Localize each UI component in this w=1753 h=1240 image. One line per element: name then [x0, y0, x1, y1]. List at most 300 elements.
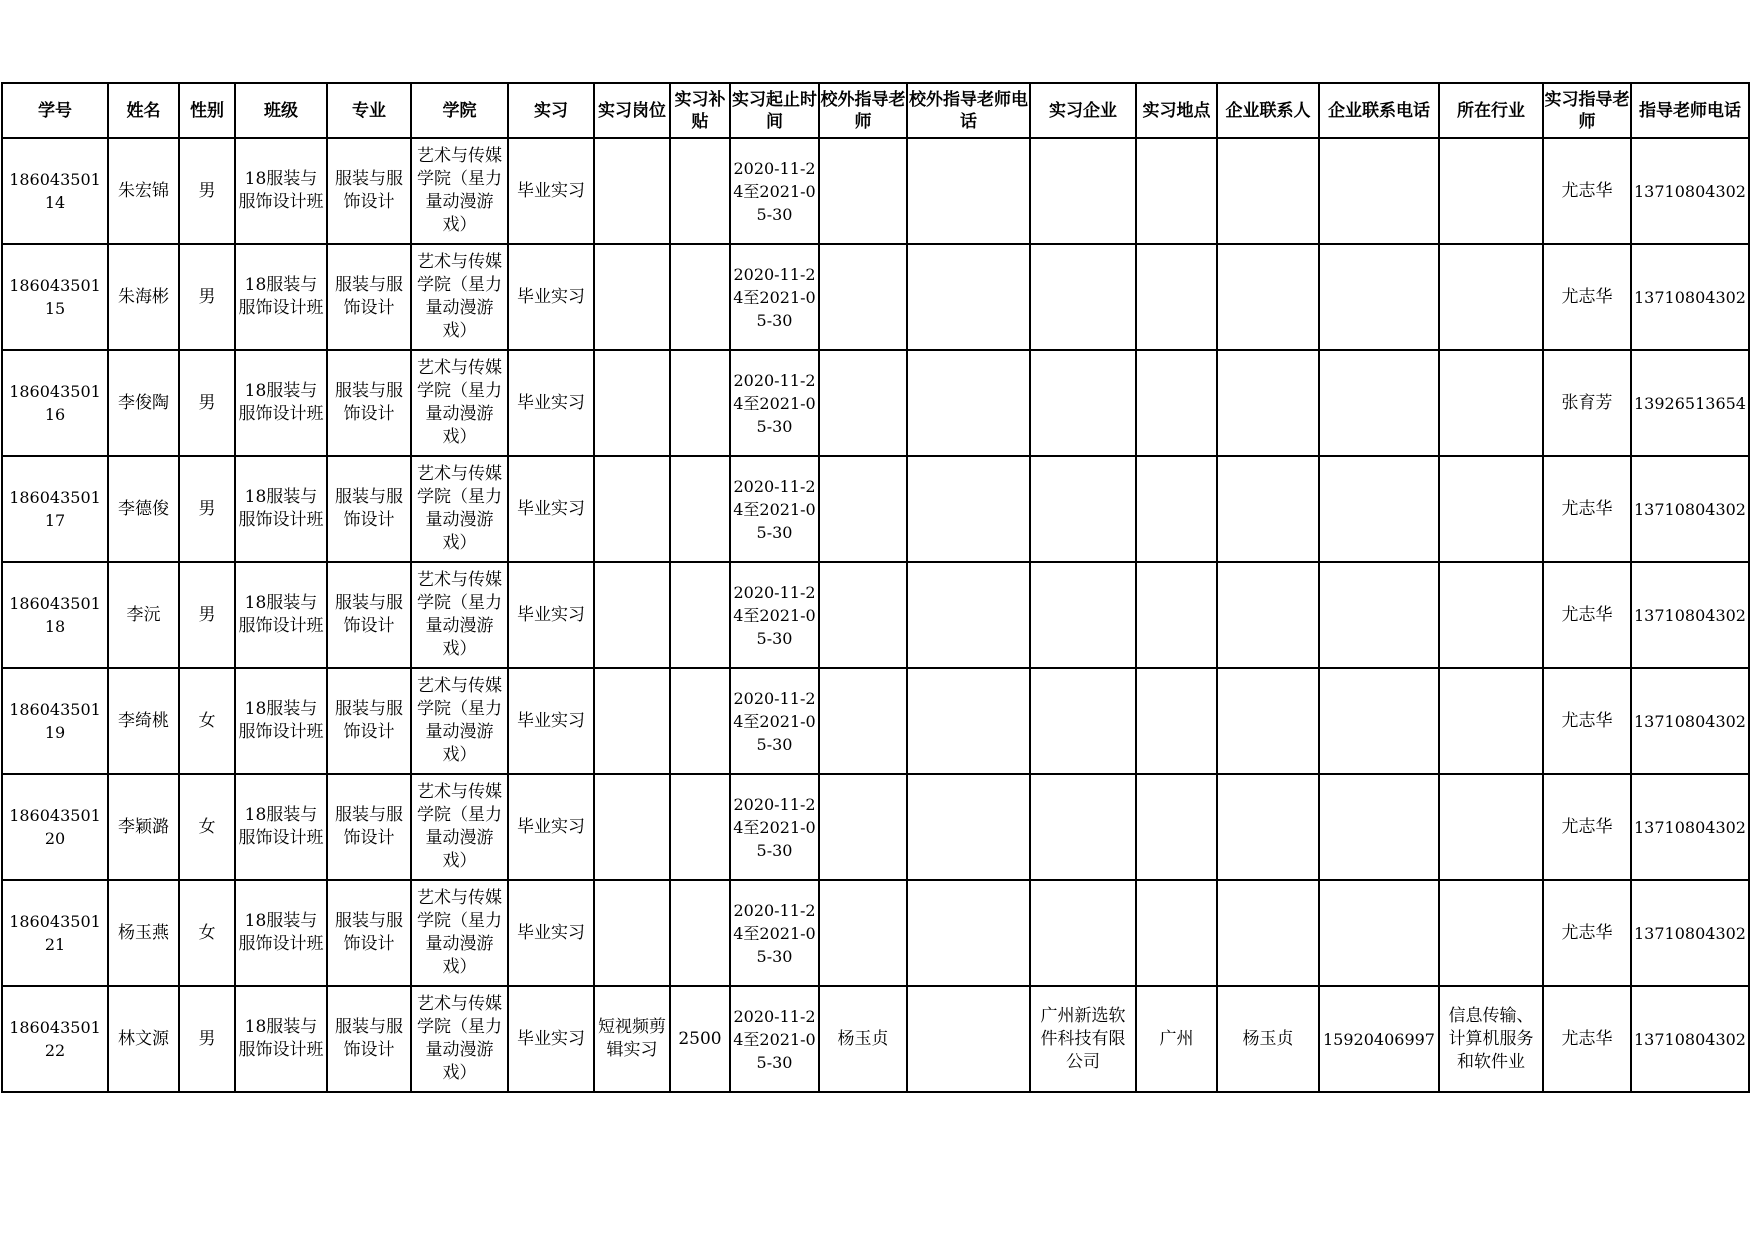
cell-allowance: [670, 350, 730, 456]
cell-text: 2020-11-24至2021-05-30: [733, 900, 816, 966]
cell-class: [235, 668, 327, 774]
cell-class: [235, 774, 327, 880]
cell-text: 尤志华: [1561, 498, 1613, 519]
header-external-advisor: 校外指导老师: [819, 83, 907, 138]
cell-industry: [1439, 562, 1543, 668]
cell-student-id: [2, 244, 108, 350]
cell-industry: [1439, 774, 1543, 880]
cell-text: 女: [198, 710, 216, 731]
cell-text: 18604350118: [9, 594, 101, 636]
header-gender: 性别: [179, 83, 235, 138]
cell-text: 李绮桃: [118, 710, 169, 731]
cell-gender: [179, 880, 235, 986]
cell-student-id: [2, 562, 108, 668]
cell-internship-type: [508, 774, 594, 880]
cell-text: 服装与服饰设计: [335, 805, 403, 848]
cell-text: 男: [198, 604, 216, 625]
cell-advisor-phone: [1631, 880, 1749, 986]
cell-internship-type: [508, 138, 594, 244]
cell-company: [1030, 562, 1136, 668]
header-advisor-phone: 指导老师电话: [1631, 83, 1749, 138]
cell-text: 18服装与服饰设计班: [238, 1017, 324, 1060]
cell-text: 2020-11-24至2021-05-30: [733, 794, 816, 860]
cell-company-phone: [1319, 880, 1439, 986]
cell-company: [1030, 456, 1136, 562]
cell-class: [235, 986, 327, 1092]
table-row: [2, 562, 1749, 668]
cell-external-advisor-phone: [907, 350, 1030, 456]
header-position: 实习岗位: [594, 83, 670, 138]
cell-company-contact: [1217, 986, 1319, 1092]
header-major: 专业: [327, 83, 411, 138]
cell-major: [327, 562, 411, 668]
cell-internship-type: [508, 244, 594, 350]
cell-location: [1136, 668, 1217, 774]
cell-text: 信息传输、计算机服务和软件业: [1448, 1005, 1534, 1072]
cell-text: 李德俊: [118, 498, 169, 519]
cell-company-phone: [1319, 774, 1439, 880]
cell-advisor-phone: [1631, 350, 1749, 456]
cell-text: 18604350115: [9, 276, 101, 318]
cell-text: 女: [198, 816, 216, 837]
cell-text: 18604350122: [9, 1018, 101, 1060]
header-class: 班级: [235, 83, 327, 138]
cell-advisor: [1543, 880, 1631, 986]
cell-text: 毕业实习: [517, 710, 585, 731]
cell-company-phone: [1319, 456, 1439, 562]
cell-text: 尤志华: [1561, 816, 1613, 837]
cell-college: [411, 562, 508, 668]
cell-major: [327, 244, 411, 350]
cell-text: 18服装与服饰设计班: [238, 805, 324, 848]
cell-location: [1136, 880, 1217, 986]
cell-student-id: [2, 350, 108, 456]
cell-position: [594, 350, 670, 456]
cell-text: 服装与服饰设计: [335, 1017, 403, 1060]
cell-text: 18604350114: [9, 170, 101, 212]
header-name: 姓名: [108, 83, 179, 138]
cell-student-id: [2, 880, 108, 986]
cell-text: 13710804302: [1634, 181, 1746, 201]
cell-text: 男: [198, 286, 216, 307]
cell-company: [1030, 350, 1136, 456]
cell-position: [594, 562, 670, 668]
cell-period: [730, 456, 819, 562]
cell-company: [1030, 880, 1136, 986]
cell-major: [327, 880, 411, 986]
cell-text: 2020-11-24至2021-05-30: [733, 264, 816, 330]
cell-period: [730, 562, 819, 668]
cell-gender: [179, 774, 235, 880]
cell-company-contact: [1217, 244, 1319, 350]
cell-internship-type: [508, 986, 594, 1092]
cell-text: 艺术与传媒学院（星力量动漫游戏）: [417, 888, 502, 977]
cell-external-advisor: [819, 986, 907, 1092]
cell-text: 艺术与传媒学院（星力量动漫游戏）: [417, 782, 502, 871]
cell-text: 15920406997: [1323, 1029, 1435, 1049]
cell-text: 尤志华: [1561, 286, 1613, 307]
cell-text: 2020-11-24至2021-05-30: [733, 476, 816, 542]
cell-text: 2500: [678, 1028, 722, 1049]
cell-text: 李沅: [126, 604, 161, 625]
cell-text: 服装与服饰设计: [335, 593, 403, 636]
cell-location: [1136, 774, 1217, 880]
cell-college: [411, 668, 508, 774]
cell-gender: [179, 350, 235, 456]
cell-college: [411, 350, 508, 456]
internship-table: [1, 82, 1750, 1093]
cell-text: 服装与服饰设计: [335, 911, 403, 954]
cell-class: [235, 456, 327, 562]
cell-company-phone: [1319, 138, 1439, 244]
cell-external-advisor: [819, 774, 907, 880]
cell-text: 2020-11-24至2021-05-30: [733, 370, 816, 436]
internship-sheet: [1, 82, 1748, 1093]
cell-location: [1136, 562, 1217, 668]
cell-major: [327, 986, 411, 1092]
cell-class: [235, 244, 327, 350]
cell-college: [411, 138, 508, 244]
cell-text: 朱宏锦: [118, 180, 169, 201]
cell-text: 李俊陶: [118, 392, 169, 413]
cell-text: 18服装与服饰设计班: [238, 381, 324, 424]
cell-text: 18604350116: [9, 382, 101, 424]
cell-external-advisor-phone: [907, 986, 1030, 1092]
cell-advisor: [1543, 774, 1631, 880]
header-allowance: 实习补贴: [670, 83, 730, 138]
cell-text: 服装与服饰设计: [335, 275, 403, 318]
cell-company-phone: [1319, 562, 1439, 668]
cell-industry: [1439, 668, 1543, 774]
cell-gender: [179, 668, 235, 774]
cell-text: 广州新选软件科技有限公司: [1040, 1005, 1126, 1072]
cell-text: 毕业实习: [517, 816, 585, 837]
cell-external-advisor: [819, 456, 907, 562]
cell-student-id: [2, 668, 108, 774]
table-row: [2, 668, 1749, 774]
cell-major: [327, 774, 411, 880]
cell-text: 艺术与传媒学院（星力量动漫游戏）: [417, 252, 502, 341]
cell-text: 2020-11-24至2021-05-30: [733, 688, 816, 754]
cell-company-phone: [1319, 986, 1439, 1092]
cell-text: 林文源: [118, 1028, 169, 1049]
cell-advisor-phone: [1631, 244, 1749, 350]
cell-gender: [179, 138, 235, 244]
cell-text: 13710804302: [1634, 817, 1746, 837]
cell-internship-type: [508, 668, 594, 774]
cell-period: [730, 350, 819, 456]
header-industry: 所在行业: [1439, 83, 1543, 138]
cell-major: [327, 456, 411, 562]
cell-class: [235, 138, 327, 244]
cell-location: [1136, 456, 1217, 562]
cell-external-advisor-phone: [907, 138, 1030, 244]
cell-company-contact: [1217, 138, 1319, 244]
cell-location: [1136, 138, 1217, 244]
cell-text: 毕业实习: [517, 922, 585, 943]
cell-text: 18604350121: [9, 912, 101, 954]
cell-name: [108, 774, 179, 880]
cell-internship-type: [508, 456, 594, 562]
cell-company-contact: [1217, 456, 1319, 562]
cell-allowance: [670, 456, 730, 562]
cell-text: 男: [198, 392, 216, 413]
cell-text: 广州: [1159, 1028, 1194, 1049]
cell-external-advisor: [819, 880, 907, 986]
cell-advisor: [1543, 350, 1631, 456]
cell-text: 18服装与服饰设计班: [238, 699, 324, 742]
cell-text: 13710804302: [1634, 499, 1746, 519]
cell-company-contact: [1217, 668, 1319, 774]
cell-allowance: [670, 774, 730, 880]
cell-period: [730, 244, 819, 350]
header-period: 实习起止时间: [730, 83, 819, 138]
cell-advisor-phone: [1631, 668, 1749, 774]
cell-external-advisor-phone: [907, 774, 1030, 880]
table-row: [2, 456, 1749, 562]
cell-text: 2020-11-24至2021-05-30: [733, 1006, 816, 1072]
cell-name: [108, 880, 179, 986]
cell-period: [730, 774, 819, 880]
cell-company: [1030, 138, 1136, 244]
cell-text: 尤志华: [1561, 604, 1613, 625]
cell-text: 女: [198, 922, 216, 943]
cell-text: 毕业实习: [517, 1028, 585, 1049]
cell-period: [730, 986, 819, 1092]
cell-company-contact: [1217, 350, 1319, 456]
cell-text: 男: [198, 180, 216, 201]
cell-advisor: [1543, 456, 1631, 562]
cell-text: 男: [198, 498, 216, 519]
cell-class: [235, 880, 327, 986]
cell-external-advisor-phone: [907, 244, 1030, 350]
cell-text: 18604350120: [9, 806, 101, 848]
cell-internship-type: [508, 880, 594, 986]
header-advisor: 实习指导老师: [1543, 83, 1631, 138]
cell-text: 18604350119: [9, 700, 101, 742]
cell-college: [411, 986, 508, 1092]
cell-text: 艺术与传媒学院（星力量动漫游戏）: [417, 570, 502, 659]
cell-industry: [1439, 138, 1543, 244]
cell-allowance: [670, 880, 730, 986]
cell-text: 艺术与传媒学院（星力量动漫游戏）: [417, 464, 502, 553]
cell-college: [411, 456, 508, 562]
cell-company-phone: [1319, 350, 1439, 456]
cell-text: 尤志华: [1561, 180, 1613, 201]
header-student-id: 学号: [2, 83, 108, 138]
cell-text: 13710804302: [1634, 711, 1746, 731]
table-row: [2, 138, 1749, 244]
cell-external-advisor-phone: [907, 456, 1030, 562]
cell-advisor: [1543, 244, 1631, 350]
cell-text: 毕业实习: [517, 286, 585, 307]
cell-college: [411, 774, 508, 880]
cell-name: [108, 986, 179, 1092]
cell-major: [327, 138, 411, 244]
cell-text: 短视频剪辑实习: [598, 1017, 666, 1060]
cell-advisor-phone: [1631, 774, 1749, 880]
table-row: [2, 880, 1749, 986]
cell-student-id: [2, 986, 108, 1092]
cell-industry: [1439, 244, 1543, 350]
header-internship-type: 实习: [508, 83, 594, 138]
cell-text: 13710804302: [1634, 605, 1746, 625]
table-row: [2, 774, 1749, 880]
cell-advisor: [1543, 668, 1631, 774]
cell-company-contact: [1217, 562, 1319, 668]
cell-external-advisor-phone: [907, 668, 1030, 774]
cell-text: 毕业实习: [517, 604, 585, 625]
cell-text: 服装与服饰设计: [335, 699, 403, 742]
cell-college: [411, 244, 508, 350]
cell-gender: [179, 244, 235, 350]
cell-external-advisor: [819, 668, 907, 774]
header-location: 实习地点: [1136, 83, 1217, 138]
cell-external-advisor: [819, 562, 907, 668]
cell-class: [235, 350, 327, 456]
cell-name: [108, 244, 179, 350]
cell-name: [108, 350, 179, 456]
table-row: [2, 244, 1749, 350]
cell-college: [411, 880, 508, 986]
cell-position: [594, 986, 670, 1092]
cell-position: [594, 668, 670, 774]
cell-text: 毕业实习: [517, 498, 585, 519]
cell-advisor: [1543, 562, 1631, 668]
cell-advisor-phone: [1631, 986, 1749, 1092]
cell-industry: [1439, 350, 1543, 456]
header-college: 学院: [411, 83, 508, 138]
cell-text: 18服装与服饰设计班: [238, 593, 324, 636]
cell-text: 杨玉燕: [118, 922, 169, 943]
cell-location: [1136, 986, 1217, 1092]
cell-text: 尤志华: [1561, 922, 1613, 943]
cell-text: 18服装与服饰设计班: [238, 911, 324, 954]
cell-text: 毕业实习: [517, 392, 585, 413]
cell-name: [108, 138, 179, 244]
cell-major: [327, 668, 411, 774]
cell-text: 18服装与服饰设计班: [238, 169, 324, 212]
cell-student-id: [2, 456, 108, 562]
cell-location: [1136, 350, 1217, 456]
cell-text: 13710804302: [1634, 287, 1746, 307]
cell-text: 服装与服饰设计: [335, 487, 403, 530]
cell-advisor: [1543, 986, 1631, 1092]
cell-text: 艺术与传媒学院（星力量动漫游戏）: [417, 358, 502, 447]
cell-text: 艺术与传媒学院（星力量动漫游戏）: [417, 994, 502, 1083]
cell-company-contact: [1217, 880, 1319, 986]
header-external-advisor-phone: 校外指导老师电话: [907, 83, 1030, 138]
cell-text: 艺术与传媒学院（星力量动漫游戏）: [417, 146, 502, 235]
cell-allowance: [670, 562, 730, 668]
cell-text: 张育芳: [1561, 392, 1613, 413]
cell-advisor-phone: [1631, 456, 1749, 562]
cell-text: 男: [198, 1028, 216, 1049]
cell-text: 2020-11-24至2021-05-30: [733, 158, 816, 224]
cell-external-advisor: [819, 138, 907, 244]
cell-gender: [179, 986, 235, 1092]
cell-internship-type: [508, 350, 594, 456]
cell-industry: [1439, 456, 1543, 562]
cell-text: 13926513654: [1634, 393, 1746, 413]
cell-allowance: [670, 244, 730, 350]
cell-allowance: [670, 668, 730, 774]
cell-company: [1030, 244, 1136, 350]
cell-external-advisor: [819, 350, 907, 456]
cell-text: 艺术与传媒学院（星力量动漫游戏）: [417, 676, 502, 765]
cell-student-id: [2, 774, 108, 880]
cell-external-advisor-phone: [907, 880, 1030, 986]
cell-text: 18服装与服饰设计班: [238, 275, 324, 318]
cell-text: 13710804302: [1634, 1029, 1746, 1049]
cell-external-advisor: [819, 244, 907, 350]
cell-external-advisor-phone: [907, 562, 1030, 668]
cell-major: [327, 350, 411, 456]
cell-company: [1030, 668, 1136, 774]
cell-industry: [1439, 986, 1543, 1092]
cell-position: [594, 244, 670, 350]
cell-text: 杨玉贞: [837, 1028, 889, 1049]
cell-name: [108, 456, 179, 562]
cell-text: 尤志华: [1561, 710, 1613, 731]
cell-location: [1136, 244, 1217, 350]
cell-position: [594, 456, 670, 562]
cell-name: [108, 562, 179, 668]
cell-advisor-phone: [1631, 138, 1749, 244]
header-row: [2, 83, 1749, 138]
table-row: [2, 350, 1749, 456]
cell-name: [108, 668, 179, 774]
cell-company: [1030, 986, 1136, 1092]
cell-student-id: [2, 138, 108, 244]
cell-text: 2020-11-24至2021-05-30: [733, 582, 816, 648]
cell-text: 李颖潞: [118, 816, 169, 837]
cell-allowance: [670, 986, 730, 1092]
cell-text: 服装与服饰设计: [335, 381, 403, 424]
header-company: 实习企业: [1030, 83, 1136, 138]
cell-advisor: [1543, 138, 1631, 244]
cell-text: 毕业实习: [517, 180, 585, 201]
header-company-contact: 企业联系人: [1217, 83, 1319, 138]
cell-text: 18604350117: [9, 488, 101, 530]
cell-company-contact: [1217, 774, 1319, 880]
cell-position: [594, 138, 670, 244]
cell-class: [235, 562, 327, 668]
cell-industry: [1439, 880, 1543, 986]
cell-position: [594, 774, 670, 880]
cell-period: [730, 880, 819, 986]
cell-gender: [179, 562, 235, 668]
header-company-phone: 企业联系电话: [1319, 83, 1439, 138]
cell-text: 杨玉贞: [1242, 1028, 1294, 1049]
cell-text: 13710804302: [1634, 923, 1746, 943]
cell-internship-type: [508, 562, 594, 668]
cell-period: [730, 138, 819, 244]
cell-gender: [179, 456, 235, 562]
cell-advisor-phone: [1631, 562, 1749, 668]
cell-company-phone: [1319, 244, 1439, 350]
table-row: [2, 986, 1749, 1092]
cell-position: [594, 880, 670, 986]
cell-text: 18服装与服饰设计班: [238, 487, 324, 530]
cell-text: 服装与服饰设计: [335, 169, 403, 212]
cell-text: 朱海彬: [118, 286, 169, 307]
cell-company: [1030, 774, 1136, 880]
cell-allowance: [670, 138, 730, 244]
cell-text: 尤志华: [1561, 1028, 1613, 1049]
cell-company-phone: [1319, 668, 1439, 774]
cell-period: [730, 668, 819, 774]
